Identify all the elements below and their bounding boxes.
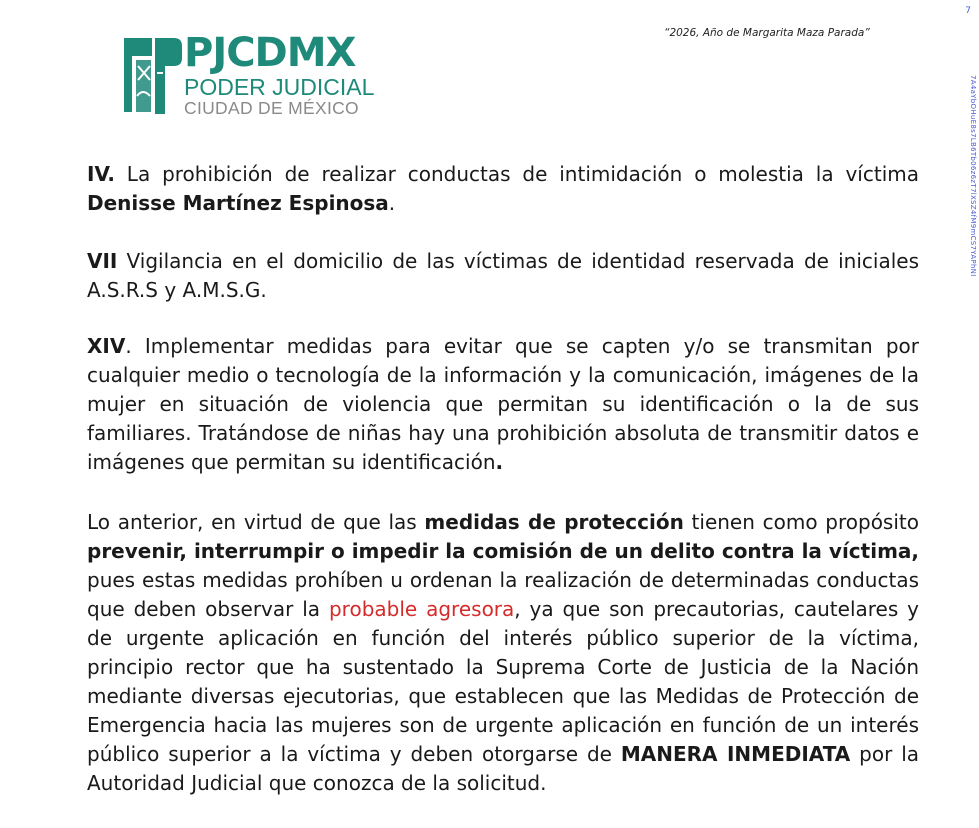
paragraph-item-xiv [87, 332, 919, 477]
closing-bold-2: prevenir, interrumpir o impedir la comisión de un delito contra la víctima, [87, 539, 919, 563]
victim-name: Denisse Martínez Espinosa [87, 191, 389, 215]
paragraph-text: La prohibición de realizar conductas de intimidación o molestia la víctima [114, 162, 919, 186]
page-number: 7 [965, 6, 971, 16]
paragraph-closing [87, 508, 919, 798]
side-code-text: 7A4aYbOHuE8s7LB6Tb06z6zT7lXSZ4fM9mCS7YAPhNI [969, 75, 977, 277]
paragraph-text: Vigilancia en el domicilio de las víctimas de identidad reservada de iniciales A.S.R.S y A.M.S.G. [87, 249, 919, 302]
item-label: IV. [87, 162, 115, 186]
paragraph-text: . Implementar medidas para evitar que se capten y/o se transmitan por cualquier medio o tecnología de la información y la comunicación, imágenes de la mujer en situación de violencia que permitan su identificación o la de sus familiares. Tratándose de niñas hay una prohibición absoluta de transmitir datos e imágenes que permitan su identificación [87, 334, 919, 474]
paragraph-item-iv [87, 160, 919, 218]
logo-subtitle-secondary: CIUDAD DE MÉXICO [184, 98, 359, 118]
closing-text-3: pues estas medidas prohíben u ordenan la realización de determinadas conductas que deben observar la [87, 568, 919, 621]
closing-bold-3: MANERA INMEDIATA [620, 742, 851, 766]
document-verification-code [966, 75, 978, 277]
document-body [87, 160, 919, 798]
item-label: XIV [87, 334, 126, 358]
closing-text-4: , ya que son precautorias, cautelares y de urgente aplicación en función del interés público superior de la víctima, principio rector que ha sustentado la Suprema Corte de Justicia de la Nación mediante diversas ejecutorias, que establecen que las Medidas de Protección de Emergencia hacia las mujeres son de urgente aplicación en función de un interés público superior a la víctima y deben otorgarse de [87, 597, 920, 766]
logo-wordmark [184, 30, 375, 118]
paragraph-item-vii [87, 247, 919, 305]
item-label: VII [87, 249, 118, 273]
closing-text-1: Lo anterior, en virtud de que las [87, 510, 425, 534]
paragraph-end: . [495, 450, 504, 474]
closing-text-5: por la Autoridad Judicial que conozca de la solicitud. [87, 742, 920, 795]
closing-highlight: probable agresora [328, 597, 515, 621]
paragraph-end: . [388, 191, 396, 215]
logo-title: PJCDMX [184, 30, 356, 76]
pjcdmx-logo-icon [124, 36, 184, 120]
closing-text-2: tienen como propósito [683, 510, 919, 534]
logo-subtitle-primary: PODER JUDICIAL [184, 74, 375, 100]
closing-bold-1: medidas de protección [424, 510, 684, 534]
year-motto: “2026, Año de Margarita Maza Parada” [664, 27, 870, 39]
